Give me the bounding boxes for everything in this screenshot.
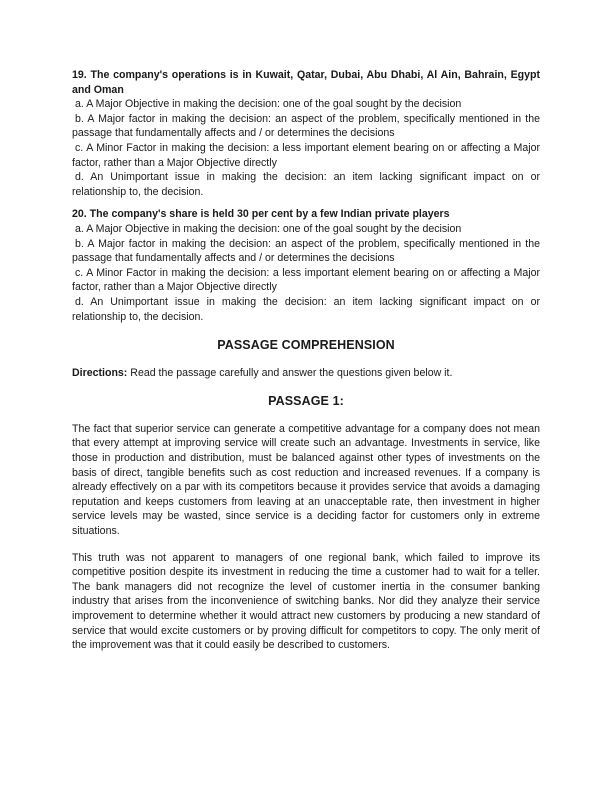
document-page xyxy=(72,68,540,665)
question-20 xyxy=(72,207,540,324)
passage-paragraph-1: The fact that superior service can generate a competitive advantage for a company does not mean that every attempt at improving service will create such an advantage. Investments in service, like those in production and distribution, must be balanced against other types of investments on the basis of direct, tangible benefits such as cost reduction and increased revenues. If a company is already effectively on a par with its competitors because it provides service that avoids a damaging reputation and keeps customers from leaving at an unacceptable rate, then investment in higher service levels may be wasted, since service is a deciding factor for customers only in extreme situations. xyxy=(72,422,540,538)
section-heading: PASSAGE COMPREHENSION xyxy=(217,338,395,353)
question-20-option-c: c. A Minor Factor in making the decision: a less important element bearing on or affecting a Major factor, rather than a Major Objective directly xyxy=(72,266,540,294)
passage-paragraph-2: This truth was not apparent to managers of one regional bank, which failed to improve its competitive position despite its investment in reducing the time a customer had to wait for a teller. The bank managers did not recognize the level of customer inertia in the consumer banking industry that arises from the inconvenience of switching banks. Nor did they analyze their service improvement to determine whether it would attract new customers by producing a new standard of service that would excite customers or by proving difficult for competitors to copy. The only merit of the improvement was that it could easily be described to customers. xyxy=(72,551,540,652)
directions-label: Directions: xyxy=(72,366,128,379)
question-19-title: 19. The company's operations is in Kuwait, Qatar, Dubai, Abu Dhabi, Al Ain, Bahrain, Egypt and Oman xyxy=(72,69,540,96)
passage-heading: PASSAGE 1: xyxy=(268,394,344,409)
question-20-option-a: a. A Major Objective in making the decision: one of the goal sought by the decision xyxy=(75,222,462,235)
question-19-option-b: b. A Major factor in making the decision: an aspect of the problem, specifically mentioned in the passage that fundamentally affects and / or determines the decisions xyxy=(72,112,540,140)
question-19-option-c: c. A Minor Factor in making the decision: a less important element bearing on or affecting a Major factor, rather than a Major Objective directly xyxy=(72,141,540,169)
directions xyxy=(72,366,540,381)
question-19-option-a: a. A Major Objective in making the decision: one of the goal sought by the decision xyxy=(75,98,462,111)
question-20-title: 20. The company's share is held 30 per cent by a few Indian private players xyxy=(72,208,450,221)
question-20-option-d: d. An Unimportant issue in making the decision: an item lacking significant impact on or relationship to, the decision. xyxy=(72,295,540,323)
question-19 xyxy=(72,68,540,199)
question-20-option-b: b. A Major factor in making the decision: an aspect of the problem, specifically mentioned in the passage that fundamentally affects and / or determines the decisions xyxy=(72,237,540,265)
directions-text: Read the passage carefully and answer the questions given below it. xyxy=(127,366,453,379)
question-19-option-d: d. An Unimportant issue in making the decision: an item lacking significant impact on or relationship to, the decision. xyxy=(72,171,540,198)
